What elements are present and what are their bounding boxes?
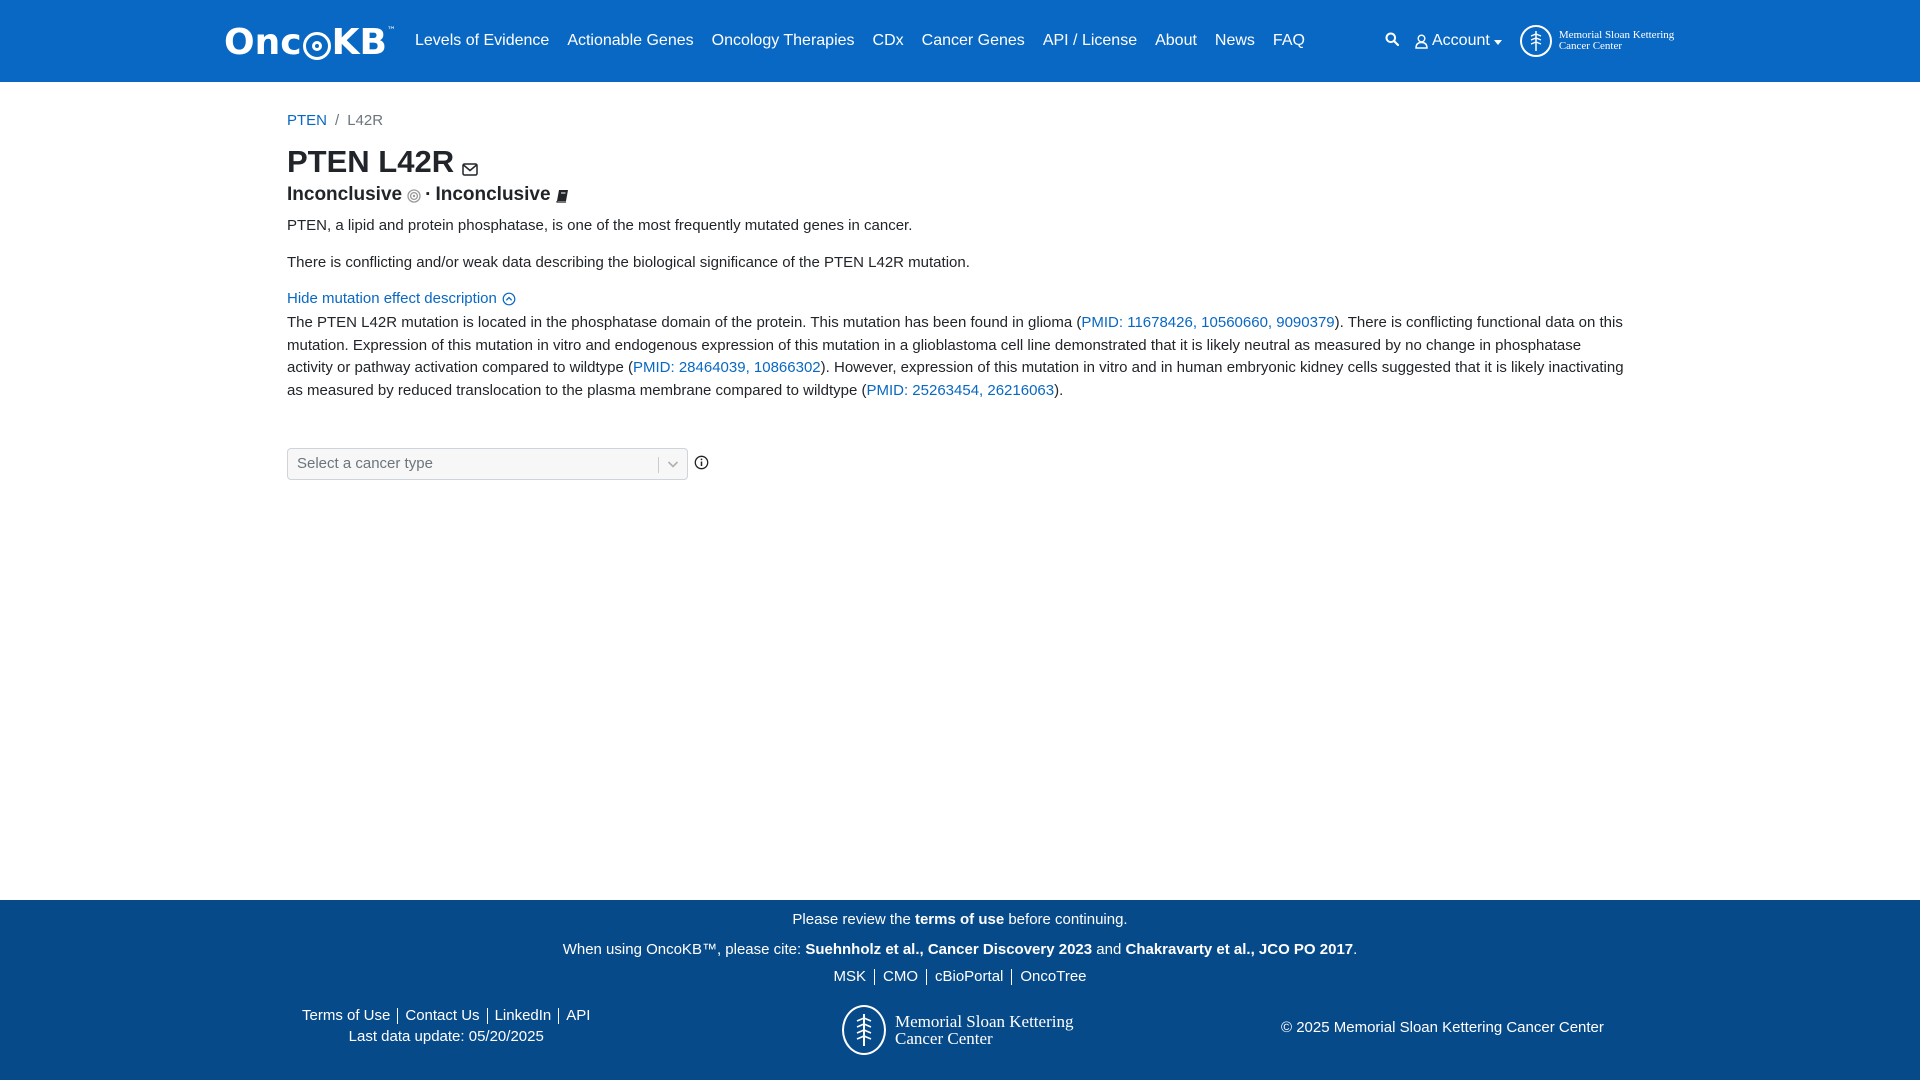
msk-footer-text (895, 1013, 1073, 1047)
nav-about[interactable]: About (1155, 32, 1197, 49)
nav-news[interactable]: News (1214, 32, 1255, 49)
logo-trademark: ™ (386, 26, 396, 36)
footer-link-msk[interactable]: MSK (833, 968, 866, 985)
footer-link-api[interactable]: API (566, 1007, 591, 1024)
msk-logo-footer[interactable] (842, 1005, 1073, 1055)
footer-left (302, 1007, 590, 1045)
book-icon (556, 189, 569, 203)
envelope-icon[interactable] (462, 148, 478, 184)
msk-footer-line2: Cancer Center (895, 1029, 993, 1048)
oncokb-logo[interactable] (224, 22, 396, 62)
footer-link-cmo[interactable]: CMO (883, 968, 918, 985)
nav-right (1385, 0, 1674, 82)
footer-bottom-links (302, 1007, 590, 1024)
chevron-down-icon[interactable] (665, 456, 681, 477)
nav-oncology-therapies[interactable]: Oncology Therapies (711, 32, 855, 49)
account-label: Account (1432, 32, 1490, 49)
link-divider (397, 1008, 398, 1024)
breadcrumb-gene-link[interactable]: PTEN (287, 112, 328, 129)
citation-link-2[interactable]: Chakravarty et al., JCO PO 2017 (1125, 941, 1354, 958)
cancer-type-select[interactable] (287, 448, 688, 480)
account-dropdown[interactable] (1415, 32, 1502, 50)
cancer-type-placeholder: Select a cancer type (297, 455, 433, 472)
search-icon[interactable] (1385, 32, 1399, 51)
citation-end: . (1353, 941, 1358, 958)
citation-link-1[interactable]: Suehnholz et al., Cancer Discovery 2023 (805, 941, 1093, 958)
msk-footer-line1: Memorial Sloan Kettering (895, 1012, 1074, 1031)
top-navbar (0, 0, 1920, 82)
info-icon[interactable] (694, 455, 709, 475)
breadcrumb (287, 112, 383, 129)
terms-notice (0, 911, 1920, 928)
footer-link-cbioportal[interactable]: cBioPortal (935, 968, 1004, 985)
link-divider (874, 969, 875, 985)
nav-faq[interactable]: FAQ (1272, 32, 1305, 49)
pmid-link-2[interactable]: PMID: 28464039, 10866302 (633, 359, 821, 376)
copyright: © 2025 Memorial Sloan Kettering Cancer Center (1281, 1019, 1604, 1036)
gene-summary: PTEN, a lipid and protein phosphatase, is one of the most frequently mutated genes in cancer. (287, 217, 913, 234)
terms-of-use-link[interactable]: terms of use (914, 911, 1005, 928)
oncogenicity-row (287, 184, 569, 206)
last-data-update: Last data update: 05/20/2025 (348, 1028, 544, 1046)
chevron-up-circle-icon (502, 292, 516, 306)
citation-notice (0, 941, 1920, 958)
logo-text-onc: Onc (224, 22, 302, 63)
oncogenicity-target-icon (407, 189, 421, 203)
msk-logo-nav[interactable] (1520, 25, 1674, 57)
nav-cancer-genes[interactable]: Cancer Genes (921, 32, 1025, 49)
toggle-label: Hide mutation effect description (287, 290, 497, 307)
link-divider (487, 1008, 488, 1024)
description-text-2: ). There is conflicting functional data on this mutation. Expression of this mutation in vitro and endogenous expression of this mutation in a glioblastoma cell line demonstrated that it is likely neutral as measured by no change in phosphatase activity or pathway activation compared to wildtype ( (287, 314, 1623, 376)
link-divider (558, 1008, 559, 1024)
page-title-text: PTEN L42R (287, 144, 455, 179)
description-text-4: ). (1054, 381, 1064, 399)
nav-cdx[interactable]: CDx (872, 32, 904, 49)
user-icon (1415, 34, 1428, 49)
terms-notice-prefix: Please review the (792, 911, 915, 928)
msk-nav-line1: Memorial Sloan Kettering (1558, 29, 1675, 41)
nav-api-license[interactable]: API / License (1042, 32, 1138, 49)
citation-and: and (1092, 941, 1126, 958)
link-divider (1011, 969, 1012, 985)
msk-nav-line2: Cancer Center (1558, 40, 1623, 52)
terms-notice-suffix: before continuing. (1004, 911, 1128, 928)
msk-emblem-icon (1520, 25, 1552, 57)
description-text-3: ). However, expression of this mutation in vitro and in human embryonic kidney cells suggested that it is likely inactivating as measured by reduced translocation to the plasma membrane compared to wildtype ( (287, 359, 1624, 399)
footer-link-linkedin[interactable]: LinkedIn (494, 1007, 552, 1024)
description-text-1: The PTEN L42R mutation is located in the phosphatase domain of the protein. This mutation has been found in glioma ( (287, 314, 1082, 331)
footer-link-contact[interactable]: Contact Us (405, 1007, 480, 1024)
mutation-effect-label: Inconclusive (435, 184, 551, 205)
breadcrumb-current: L42R (347, 112, 384, 129)
separator-dot: · (425, 184, 432, 205)
nav-levels-of-evidence[interactable]: Levels of Evidence (415, 32, 550, 49)
footer-link-terms[interactable]: Terms of Use (302, 1007, 391, 1024)
footer-link-oncotree[interactable]: OncoTree (1020, 968, 1087, 985)
variant-summary: There is conflicting and/or weak data describing the biological significance of the PTEN L42R mutation. (287, 254, 970, 271)
link-divider (926, 969, 927, 985)
msk-emblem-icon (842, 1005, 886, 1055)
nav-actionable-genes[interactable]: Actionable Genes (567, 32, 694, 49)
partner-links (0, 968, 1920, 985)
msk-nav-text (1559, 30, 1674, 52)
page-title (287, 140, 478, 184)
logo-target-icon (303, 32, 331, 60)
logo-text-kb: KB (331, 22, 387, 63)
main-nav (415, 0, 1323, 82)
mutation-effect-description (287, 312, 1627, 402)
pmid-link-1[interactable]: PMID: 11678426, 10560660, 9090379 (1081, 314, 1335, 331)
footer (0, 900, 1920, 1080)
chevron-down-icon (1494, 40, 1502, 45)
breadcrumb-separator: / (335, 112, 340, 129)
hide-description-toggle[interactable] (287, 290, 516, 307)
select-divider (658, 457, 659, 473)
oncogenicity-label: Inconclusive (287, 184, 403, 205)
citation-prefix: When using OncoKB™, please cite: (562, 941, 806, 958)
pmid-link-3[interactable]: PMID: 25263454, 26216063 (866, 381, 1055, 399)
